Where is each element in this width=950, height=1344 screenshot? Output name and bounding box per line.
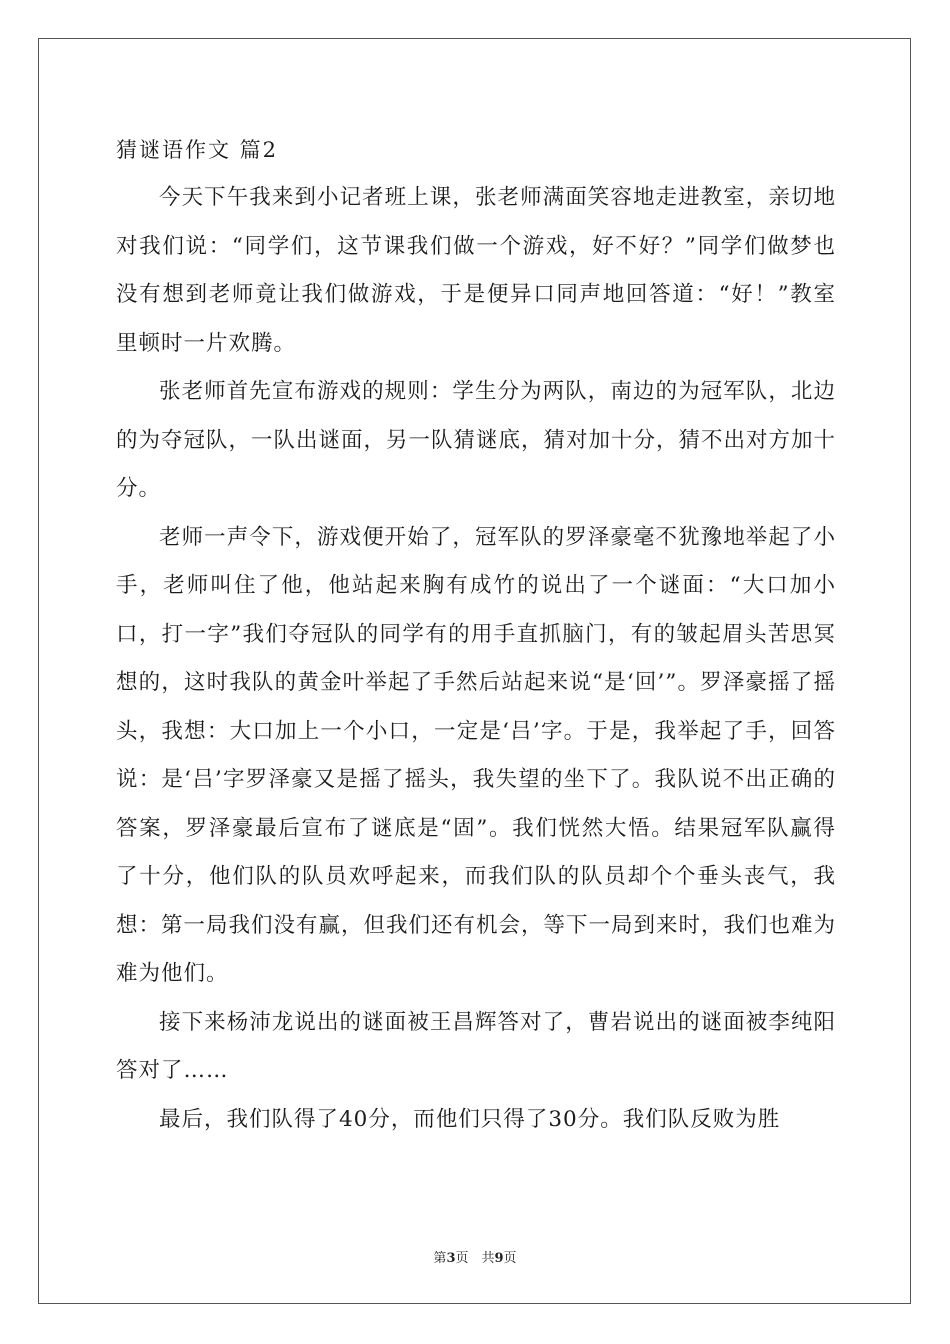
paragraph-3: 老师一声令下，游戏便开始了，冠军队的罗泽豪毫不犹豫地举起了小手，老师叫住了他，他站起来胸有成竹的说出了一个谜面：“大口加小口，打一字”我们夺冠队的同学有的用手直抓脑门，有的皱起眉头苦思冥想的，这时我队的黄金叶举起了手然后站起来说“是‘回’”。罗泽豪摇了摇头，我想：大口加上一个小口，一定是‘吕’字。于是，我举起了手，回答说：是‘吕’字罗泽豪又是摇了摇头，我失望的坐下了。我队说不出正确的答案，罗泽豪最后宣布了谜底是“固”。我们恍然大悟。结果冠军队赢得了十分，他们队的队员欢呼起来，而我们队的队员却个个垂头丧气，我想：第一局我们没有赢，但我们还有机会，等下一局到来时，我们也难为难为他们。 — [116, 524, 837, 986]
paragraph-1: 今天下午我来到小记者班上课，张老师满面笑容地走进教室，亲切地对我们说：“同学们，这节课我们做一个游戏，好不好？”同学们做梦也没有想到老师竟让我们做游戏，于是便异口同声地回答道：“好！”教室里顿时一片欢腾。 — [116, 185, 836, 356]
paragraph-2: 张老师首先宣布游戏的规则：学生分为两队，南边的为冠军队，北边的为夺冠队，一队出谜面，另一队猜谜底，猜对加十分，猜不出对方加十分。 — [116, 379, 837, 501]
page-current-number: 3 — [446, 1251, 456, 1266]
page-prefix: 第 — [433, 1251, 447, 1266]
page-mid: 页 共 — [455, 1251, 495, 1266]
paragraph-4: 接下来杨沛龙说出的谜面被王昌辉答对了，曹岩说出的谜面被李纯阳答对了…… — [116, 1009, 836, 1083]
document-title: 猜谜语作文 篇2 — [116, 138, 279, 162]
page-footer — [0, 1247, 950, 1266]
paragraph-5: 最后，我们队得了40分，而他们只得了30分。我们队反败为胜 — [159, 1106, 781, 1132]
page-total-number: 9 — [494, 1251, 504, 1266]
page-suffix: 页 — [503, 1251, 517, 1266]
document-body — [116, 126, 836, 1144]
